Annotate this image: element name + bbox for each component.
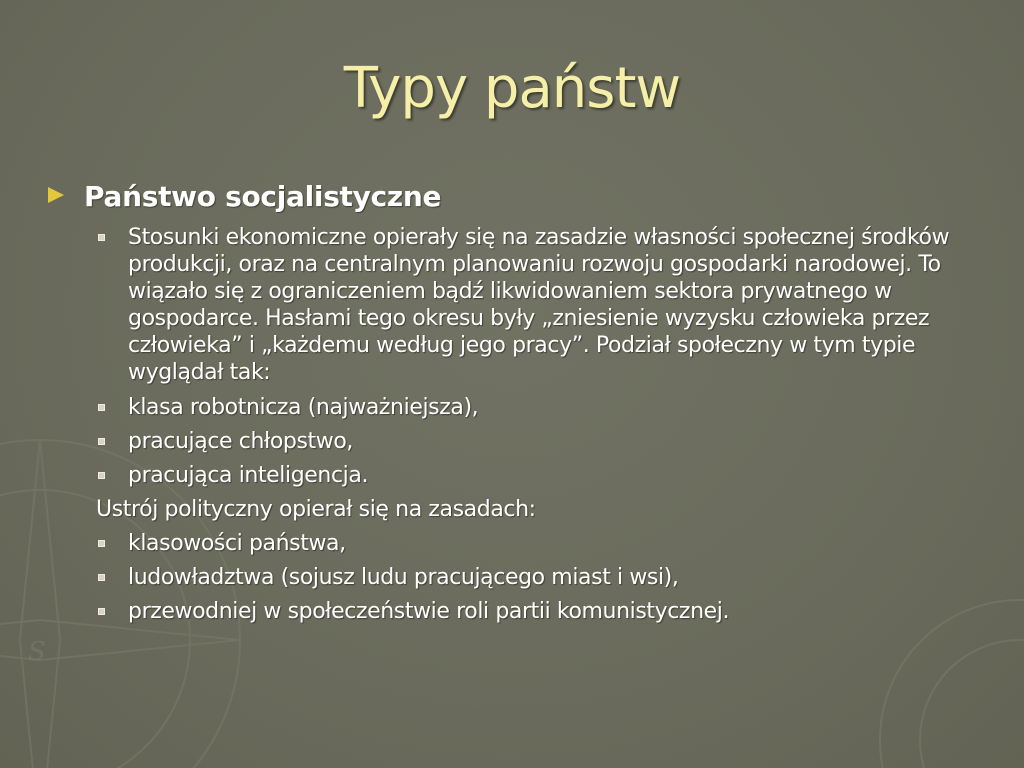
square-bullet-icon [98,608,105,615]
class-item: klasa robotnicza (najważniejsza), [128,395,479,420]
list-item [96,530,996,557]
list-item [96,428,996,455]
class-item: pracujące chłopstwo, [128,429,353,454]
principles-intro: Ustrój polityczny opierał się na zasadach: [96,497,536,522]
principle-item: ludowładztwa (sojusz ludu pracującego miast i wsi), [128,565,679,590]
class-item: pracująca inteligencja. [128,463,369,488]
sub-bullet-list [96,224,996,632]
svg-text:S: S [28,637,46,667]
square-bullet-icon [98,404,105,411]
list-item [96,224,996,386]
square-bullet-icon [98,540,105,547]
intro-paragraph: Stosunki ekonomiczne opierały się na zasadzie własności społecznej środków produkcji, oraz na centralnym planowaniu rozwoju gospodarki narodowej. To wiązało się z ograniczeniem bądź likwidowaniem sektora prywatnego w gospodarce. Hasłami tego okresu były „zniesienie wyzysku człowieka przez człowieka” i „każdemu według jego pracy”. Podział społeczny w tym typie wyglądał tak: [128,225,950,385]
list-item [96,564,996,591]
arrow-right-icon [48,187,64,203]
slide-title: Typy państw [343,56,681,121]
list-item [96,598,996,625]
principle-item: klasowości państwa, [128,531,346,556]
square-bullet-icon [98,472,105,479]
square-bullet-icon [98,234,105,241]
square-bullet-icon [98,574,105,581]
list-item [96,462,996,489]
list-item [96,394,996,421]
heading-bullet-item [48,180,441,213]
section-heading: Państwo socjalistyczne [84,180,442,213]
square-bullet-icon [98,438,105,445]
principle-item: przewodniej w społeczeństwie roli partii komunistycznej. [128,599,730,624]
